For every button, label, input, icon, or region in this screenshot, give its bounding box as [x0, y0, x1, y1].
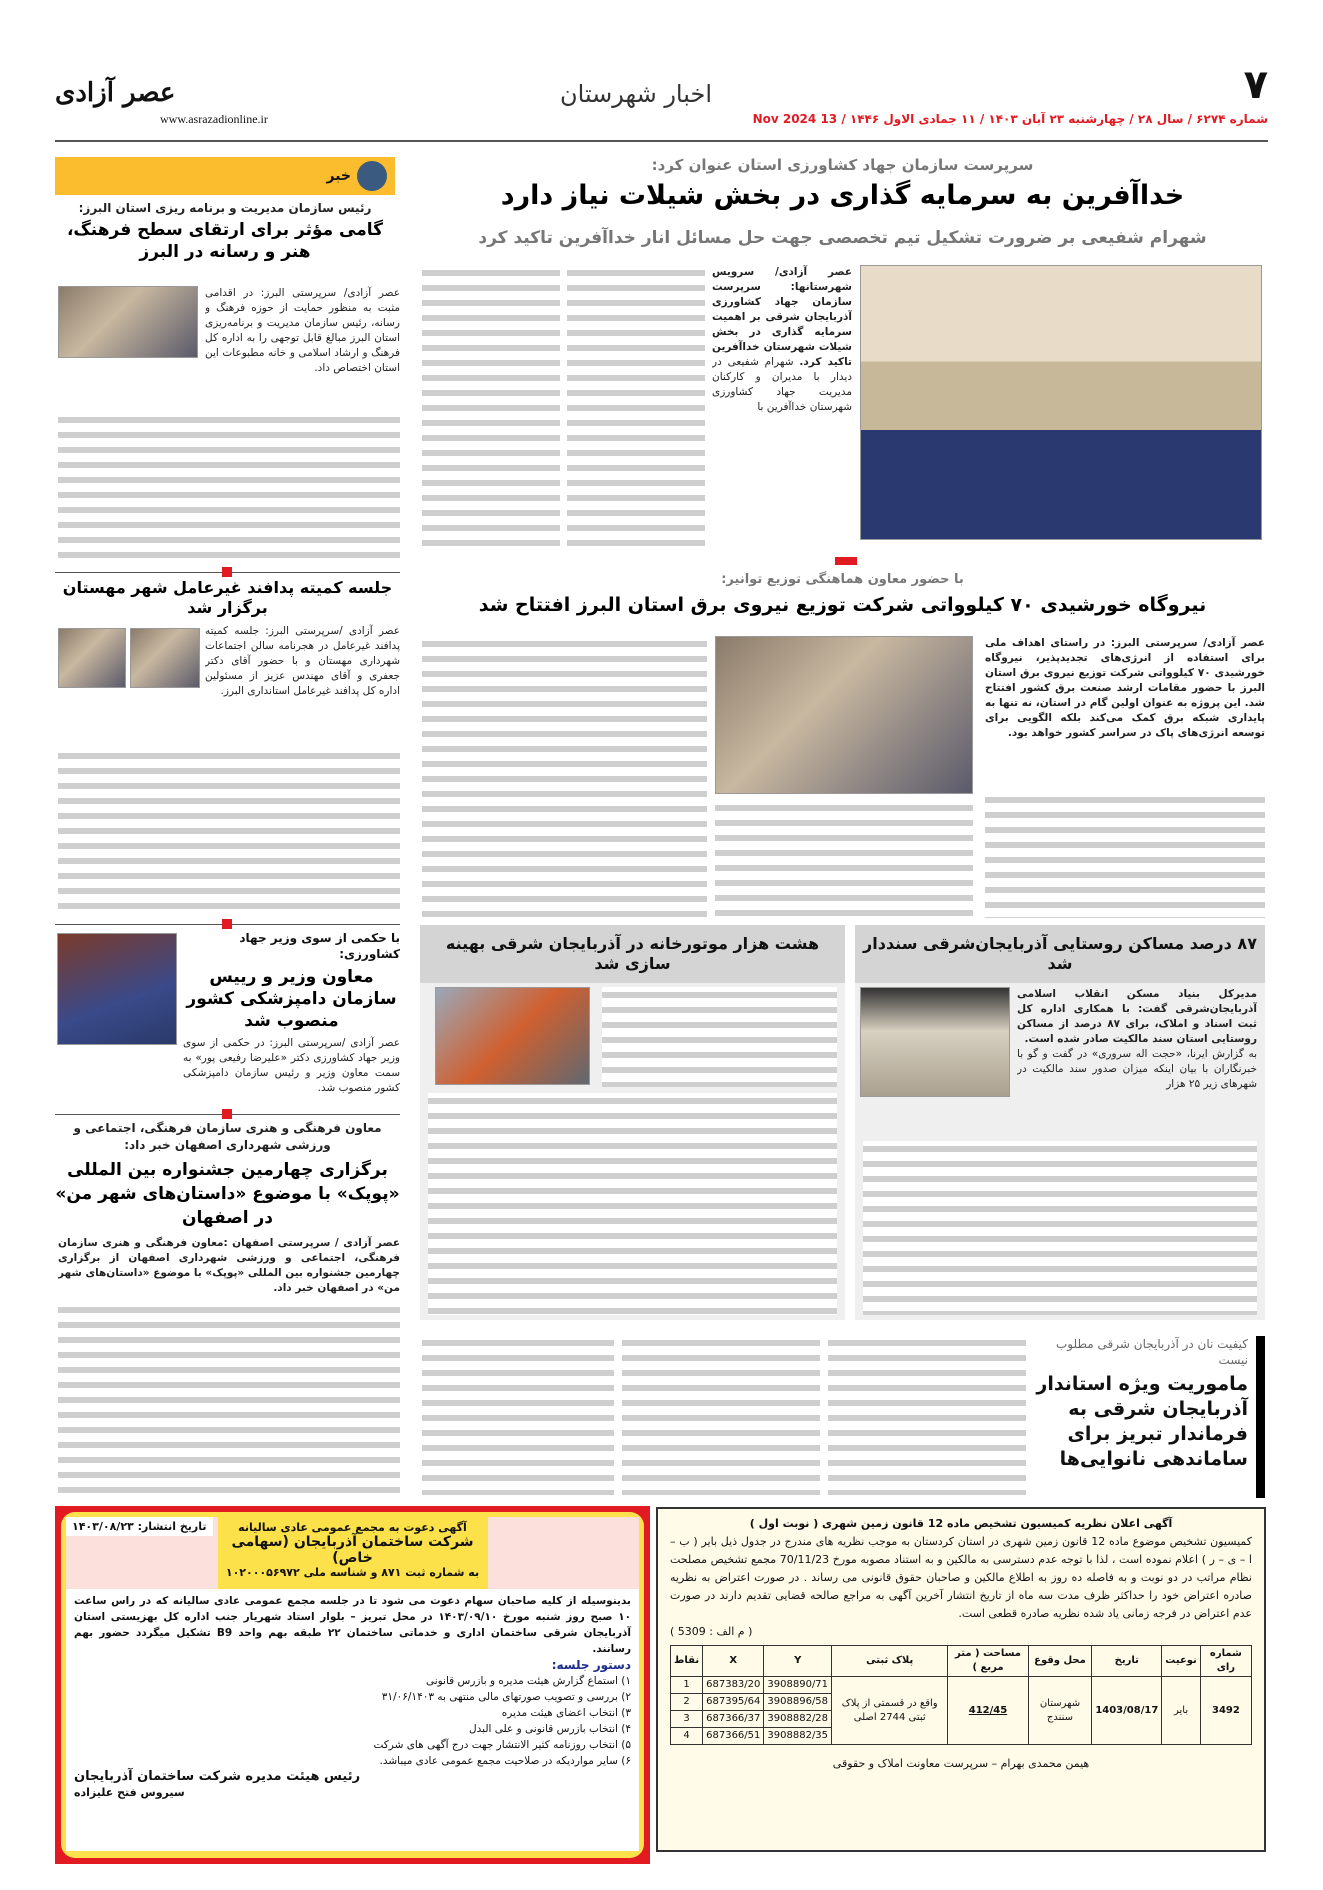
logo: عصر آزادی: [55, 78, 176, 108]
cell-pt: 2: [671, 1694, 703, 1711]
box-motor: [420, 925, 845, 1320]
left-a1-photo: [58, 286, 198, 358]
ad-agenda-5: ۵) انتخاب روزنامه کثیر الانتشار جهت درج آگهی های شرکت: [373, 1739, 631, 1751]
main-subtitle: شهرام شفیعی بر ضرورت تشکیل تیم تخصصی جهت حل مسائل انار خداآفرین تاکید کرد: [478, 228, 1207, 248]
th-area: مساحت ( متر مربع ): [948, 1646, 1028, 1677]
box-motor-cont: [428, 1093, 837, 1315]
left-a1-title: گامی مؤثر برای ارتقای سطح فرهنگ، هنر و رسانه در البرز: [66, 220, 384, 262]
box-87: [855, 925, 1265, 1320]
main-lead: عصر آزادی/ سرویس شهرستانها: سرپرست سازمان جهاد کشاورزی آذربایجان شرقی بر اهمیت سرمایه گذاری در بخش شیلات شهرستان خداآفرین تاکید کرد. شهرام شفیعی در دیدار با مدیران و کارکنان مدیریت جهاد کشاورزی شهرستان خداآفرین با: [712, 266, 852, 413]
cell-type: بایر: [1162, 1677, 1201, 1745]
ad-agenda-2: ۲) بررسی و تصویب صورتهای مالی منتهی به ۳۱/۰۶/۱۴۰۳: [381, 1691, 631, 1703]
box-87-title: ۸۷ درصد مساکن روستایی آذربایجان‌شرقی سنددار شد: [855, 925, 1265, 983]
solar-col-1: [985, 792, 1265, 918]
cell-pt: 3: [671, 1711, 703, 1728]
cell-y: 3908896/58: [764, 1694, 832, 1711]
th-plate: پلاک ثبتی: [832, 1646, 948, 1677]
left-a4-kicker: معاون فرهنگی و هنری سازمان فرهنگی، اجتماعی و ورزشی شهرداری اصفهان خبر داد:: [73, 1121, 382, 1152]
cell-y: 3908882/35: [764, 1728, 832, 1745]
cell-x: 687395/64: [703, 1694, 764, 1711]
cell-location: شهرستان سنندج: [1028, 1677, 1092, 1745]
cell-y: 3908890/71: [764, 1677, 832, 1694]
ad-right-table: [670, 1645, 1252, 1745]
newspaper-icon: [357, 161, 387, 191]
solar-lead: عصر آزادی/ سرپرستی البرز: در راستای اهداف ملی برای استفاده از انرژی‌های تجدیدپذیر، نیروگاه خورشیدی ۷۰ کیلوواتی شرکت توزیع نیروی برق استان البرز با حضور مقامات ارشد صنعت برق کشور افتتاح شد. این پروژه به عنوان اولین گام در استان، نه تنها به پایداری شبکه برق کمک می‌کند بلکه الگویی برای توسعه انرژی‌های پاک در سراسر کشور خواهد بود.: [985, 637, 1265, 739]
left-a2-body-cont: [58, 748, 400, 913]
left-a3-photo: [57, 933, 177, 1045]
th-x: X: [703, 1646, 764, 1677]
main-photo: [860, 265, 1262, 540]
ad-general-assembly: [55, 1506, 650, 1864]
box-motor-title: هشت هزار موتورخانه در آذربایجان شرقی بهینه سازی شد: [420, 925, 845, 983]
left-a3-title: معاون وزیر و رییس سازمان دامپزشکی کشور منصوب شد: [186, 967, 397, 1031]
cell-date: 1403/08/17: [1092, 1677, 1162, 1745]
bread-col-2: [622, 1335, 820, 1495]
cell-vote: 3492: [1200, 1677, 1251, 1745]
left-a3-kicker: با حکمی از سوی وزیر جهاد کشاورزی:: [239, 931, 400, 961]
left-a1-body-cont: [58, 412, 400, 562]
main-col-3: [422, 265, 560, 555]
box-motor-photo: [435, 987, 590, 1085]
box-87-lead: مدیرکل بنیاد مسکن انقلاب اسلامی آذربایجان‌شرقی گفت: با همکاری اداره کل ثبت اسناد و املاک، برای ۸۷ درصد از مساکن روستایی استان سند مالکیت صادر شده است. به گزارش ایرنا، «حجت اله سروری» در گفت و گو با خبرنگاران با بیان اینکه میزان صدور سند مالکیت در شهرهای زیر ۲۵ هزار: [1017, 988, 1257, 1090]
ad-sign1: رئیس هیئت مدیره شرکت ساختمان آذربایجان: [74, 1769, 361, 1784]
cell-area: 412/45: [948, 1677, 1028, 1745]
bread-col-1: [828, 1335, 1026, 1495]
ad-right-title: آگهی اعلان نظریه کمیسیون تشخیص ماده 12 قانون زمین شهری ( نوبت اول ): [749, 1517, 1173, 1530]
left-a2-photo-2: [130, 628, 200, 688]
box-motor-lead: [602, 987, 837, 1087]
main-kicker: سرپرست سازمان جهاد کشاورزی استان عنوان کرد:: [651, 156, 1034, 174]
th-location: محل وقوع: [1028, 1646, 1092, 1677]
main-title: خداآفرین به سرمایه گذاری در بخش شیلات نیاز دارد: [500, 180, 1185, 211]
solar-kicker: با حضور معاون هماهنگی توزیع توانیر:: [721, 572, 964, 587]
page-number: ۷: [1243, 62, 1268, 108]
th-points: نقاط: [671, 1646, 703, 1677]
cell-plate: واقع در قسمتی از پلاک ثبتی 2744 اصلی: [832, 1677, 948, 1745]
ad-agenda-4: ۴) انتخاب بازرس قانونی و علی البدل: [469, 1723, 631, 1735]
left-a2-photo-1: [58, 628, 126, 688]
red-marker: [222, 1109, 232, 1119]
cell-x: 687366/37: [703, 1711, 764, 1728]
solar-photo: [715, 636, 973, 794]
red-marker: [222, 919, 232, 929]
left-a1-body: عصر آزادی/ سرپرستی البرز: در اقدامی مثبت به منظور حمایت از حوزه فرهنگ و رسانه، رئیس سازمان مدیریت و برنامه‌ریزی استان البرز مبالغ قابل توجهی را به اداره کل فرهنگ و ارشاد اسلامی و خانه مطبوعات این استان اختصاص داد.: [205, 287, 400, 374]
header-rule: [55, 140, 1268, 142]
box-87-photo: [860, 987, 1010, 1097]
left-a4-title: برگزاری چهارمین جشنواره بین المللی «پوپک» با موضوع «داستان‌های شهر من» در اصفهان: [55, 1160, 400, 1228]
left-a1-kicker: رئیس سازمان مدیریت و برنامه ریزی استان البرز:: [78, 201, 372, 215]
ad-agenda-6: ۶) سایر مواردیکه در صلاحیت مجمع عمومی عادی میباشد.: [379, 1755, 631, 1767]
ad-right-code: ( م الف : 5309 ): [670, 1625, 753, 1638]
cell-pt: 4: [671, 1728, 703, 1745]
main-col-2: [567, 265, 705, 555]
solar-title: نیروگاه خورشیدی ۷۰ کیلوواتی شرکت توزیع نیروی برق استان البرز افتتاح شد: [478, 594, 1207, 616]
cell-x: 687366/51: [703, 1728, 764, 1745]
bread-title: ماموریت ویژه استاندار آذربایجان شرقی به فرماندار تبریز برای ساماندهی نانوایی‌ها: [1036, 1373, 1248, 1470]
ad-company: شرکت ساختمان آذربایجان (سهامی خاص): [231, 1534, 474, 1566]
ad-publish-date: تاریخ انتشار: ۱۴۰۳/۰۸/۲۳: [66, 1517, 213, 1536]
ad-line1: آگهی دعوت به مجمع عمومی عادی سالیانه: [238, 1521, 467, 1534]
red-marker: [222, 567, 232, 577]
left-a4-body: عصر آزادی / سرپرستی اصفهان :معاون فرهنگی و هنری سازمان فرهنگی، اجتماعی و ورزشی شهرداری اصفهان از برگزاری چهارمین جشنواره بین المللی «پوپک» با موضوع «داستان‌های شهر من» در اصفهان خبر داد.: [58, 1237, 400, 1294]
th-y: Y: [764, 1646, 832, 1677]
bread-kicker: کیفیت نان در آذربایجان شرقی مطلوب نیست: [1055, 1337, 1248, 1367]
cell-pt: 1: [671, 1677, 703, 1694]
th-type: نوعیت: [1162, 1646, 1201, 1677]
ad-agenda-3: ۳) انتخاب اعضای هیئت مدیره: [501, 1707, 631, 1719]
khabar-bar: [55, 157, 395, 195]
left-a2-title: جلسه کمیته پدافند غیرعامل شهر مهستان برگزار شد: [62, 578, 393, 617]
solar-col-3: [422, 636, 707, 918]
ad-land-commission: [656, 1507, 1266, 1852]
th-vote: شماره رای: [1200, 1646, 1251, 1677]
cell-x: 687383/20: [703, 1677, 764, 1694]
bread-box: [1035, 1336, 1265, 1498]
solar-col-2: [715, 800, 973, 918]
red-marker: [835, 557, 857, 565]
left-a4-body-cont: [58, 1302, 400, 1498]
ad-agenda-1: ۱) استماع گزارش هیئت مدیره و بازرس قانونی: [425, 1675, 631, 1687]
box-87-cont: [863, 1141, 1257, 1315]
th-date: تاریخ: [1092, 1646, 1162, 1677]
left-a2-body: عصر آزادی /سرپرستی البرز: جلسه کمیته پدافند غیرعامل در هجرنامه سالن اجتماعات شهرداری مهستان و با حضور آقای دکتر جعفری و آقای مهندس عزیز از مسئولین اداره کل پدافند غیرعامل استانداری البرز.: [205, 625, 400, 697]
section-title: اخبار شهرستان: [560, 80, 712, 108]
ad-sign2: سیروس فتح علیزاده: [74, 1786, 185, 1799]
ad-reg: به شماره ثبت ۸۷۱ و شناسه ملی ۱۰۲۰۰۰۵۶۹۷۲: [225, 1566, 480, 1579]
ad-right-signature: هیمن محمدی بهرام – سرپرست معاونت املاک و حقوقی: [832, 1757, 1090, 1770]
ad-agenda-title: دستور جلسه:: [551, 1658, 631, 1672]
left-a3-body: عصر آزادی /سرپرستی البرز: در حکمی از سوی وزیر جهاد کشاورزی دکتر «علیرضا رفیعی پور» به سمت معاون وزیر و رئیس سازمان دامپزشکی کشور منصوب شد.: [183, 1037, 400, 1094]
cell-y: 3908882/28: [764, 1711, 832, 1728]
issue-line: شماره ۶۲۷۴ / سال ۲۸ / چهارشنبه ۲۳ آبان ۱۴۰۳ / ۱۱ جمادی الاول ۱۴۴۶ / 13 Nov 2024: [752, 112, 1268, 126]
ad-body: بدینوسیله از کلیه صاحبان سهام دعوت می شود تا در جلسه مجمع عمومی عادی سالیانه که در راس ساعت ۱۰ صبح روز شنبه مورخ ۱۴۰۳/۰۹/۱۰ در محل تبریز – بلوار استاد شهریار جنب اداره کل بهزیستی استان آذربایجان شرقی ساختمان اداری و خدماتی ساختمان ۲۲ طبقه بهم واحد B9 تشکیل میگردد حضور بهم رسانند.: [74, 1595, 632, 1655]
website: www.asrazadionline.ir: [160, 112, 268, 126]
ad-right-body: کمیسیون تشخیص موضوع ماده 12 قانون زمین شهری در استان کردستان به موجب نظریه های مندرج در جدول ذیل بایر ( ب – ا – ی – ر ) اعلام نموده است ، لذا با توجه عدم دسترسی به مالکین و به استناد مصوبه مورخ 70/11/23 مجمع تشخیص مصلحت نظام مراتب در دو نوبت و به فاصله ده روز به اطلاع مالکین و صاحبان حقوق قانونی می رساند . در صورت اعتراض به نظریه صادره اعتراض خود را حداکثر ظرف مدت سه ماه از تاریخ انتشار آخرین آگهی به مراجع صالحه قضایی تقدیم دارند در صورت عدم اعتراض در فرجه زمانی یاد شده نظریه صادره قطعی است.: [670, 1535, 1252, 1620]
bread-col-3: [422, 1335, 614, 1495]
khabar-label: خبر: [326, 168, 351, 184]
